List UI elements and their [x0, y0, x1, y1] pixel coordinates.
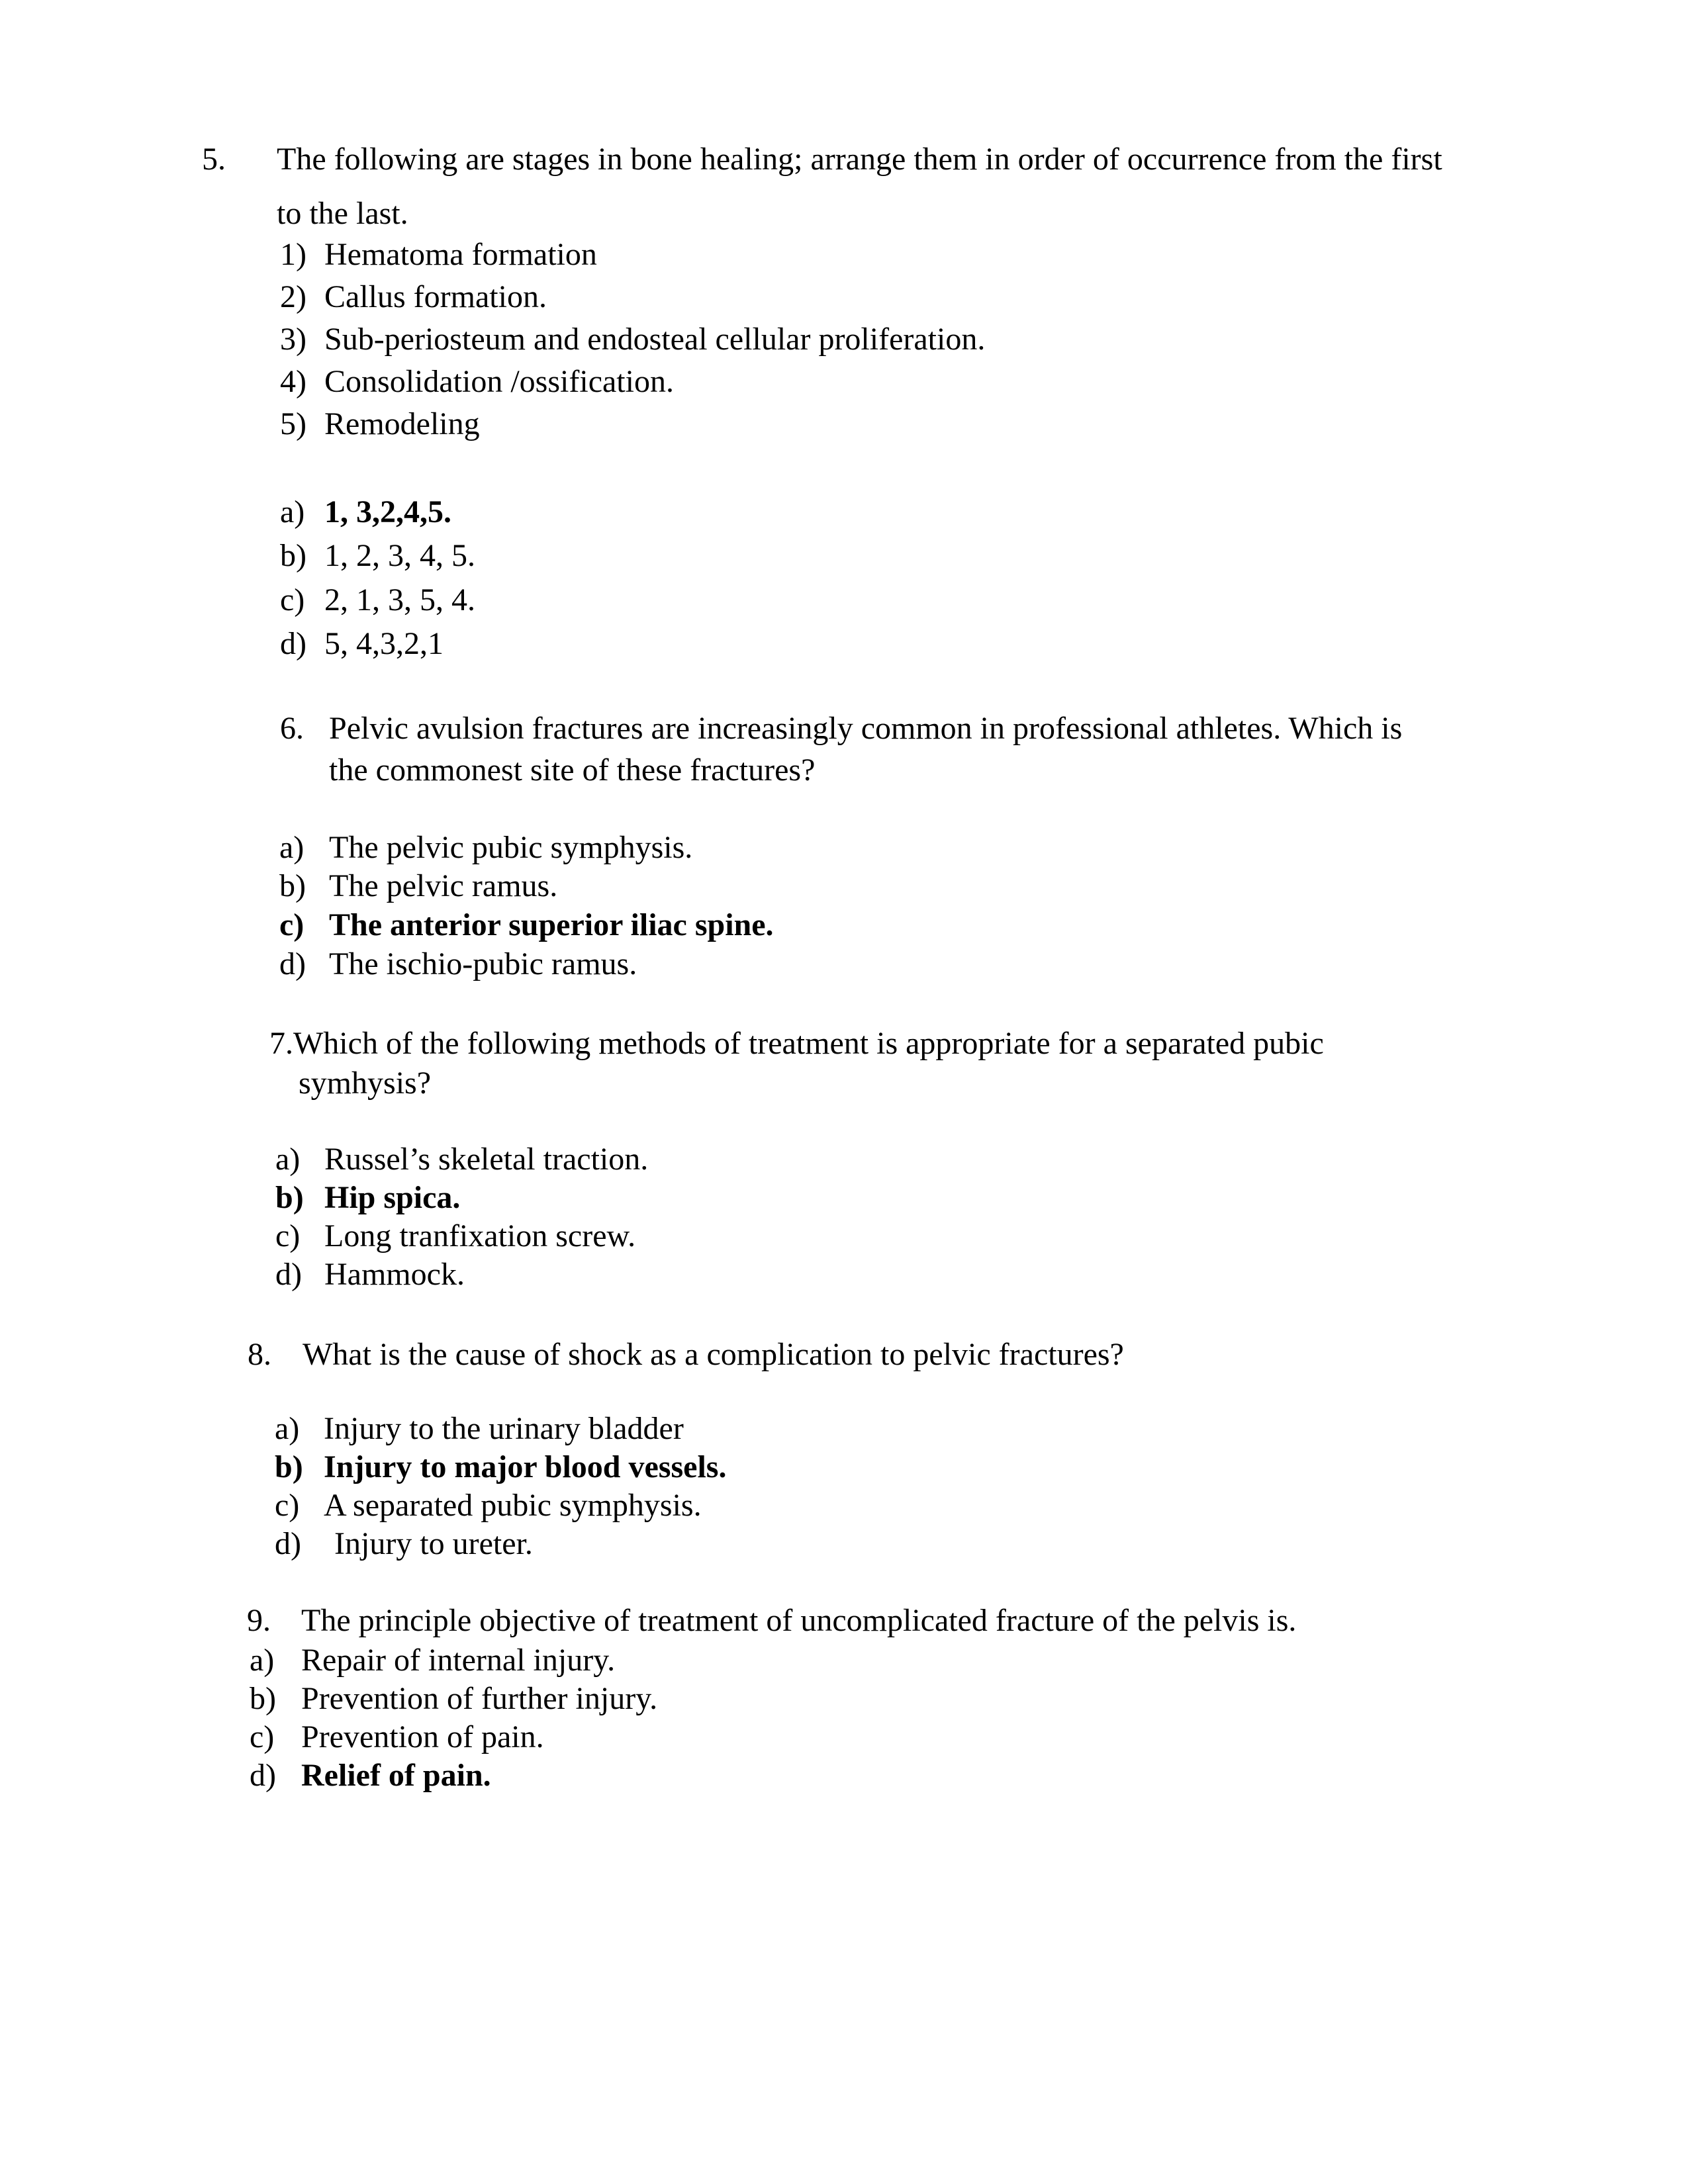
question-7-line-1: 7.Which of the following methods of treatment is appropriate for a separated pubic [269, 1026, 1324, 1061]
question-5-option-d-label: d) [280, 626, 306, 661]
question-5-item-5-label: 5) [280, 406, 306, 441]
question-5-item-4-text: Consolidation /ossification. [324, 364, 674, 399]
question-6-option-b-label: b) [279, 868, 306, 903]
question-9-line-1: The principle objective of treatment of uncomplicated fracture of the pelvis is. [301, 1603, 1297, 1638]
question-5-item-3-text: Sub-periosteum and endosteal cellular proliferation. [324, 322, 986, 357]
question-5-option-b-label: b) [280, 538, 306, 573]
question-5-line-1: The following are stages in bone healing; arrange them in order of occurrence from the first [277, 142, 1442, 177]
question-9-option-c-label: c) [250, 1719, 275, 1754]
question-8-option-c-text: A separated pubic symphysis. [324, 1488, 702, 1523]
question-9-number: 9. [247, 1603, 271, 1638]
question-6-option-c-label: c) [279, 907, 305, 942]
question-5-item-1-label: 1) [280, 237, 306, 272]
question-9-option-c-text: Prevention of pain. [301, 1719, 544, 1754]
question-5-option-b-text: 1, 2, 3, 4, 5. [324, 538, 475, 573]
question-5-option-c-label: c) [280, 582, 305, 617]
question-7-option-b-text: Hip spica. [324, 1180, 461, 1215]
question-5-item-1-text: Hematoma formation [324, 237, 597, 272]
question-6-option-c-text: The anterior superior iliac spine. [329, 907, 774, 942]
question-8-option-c-label: c) [275, 1488, 300, 1523]
question-6-number: 6. [280, 711, 304, 746]
question-5-item-2-label: 2) [280, 279, 306, 314]
question-6-option-d-label: d) [279, 946, 306, 981]
question-5-option-a-label: a) [280, 494, 305, 529]
question-9-option-d-text: Relief of pain. [301, 1758, 491, 1793]
question-6-option-d-text: The ischio-pubic ramus. [329, 946, 637, 981]
question-8-option-b-label: b) [275, 1449, 303, 1484]
question-6-option-b-text: The pelvic ramus. [329, 868, 558, 903]
question-5-item-3-label: 3) [280, 322, 306, 357]
question-5-item-2-text: Callus formation. [324, 279, 547, 314]
question-7-option-a-label: a) [275, 1142, 301, 1177]
question-8-line-1: What is the cause of shock as a complication to pelvic fractures? [303, 1337, 1124, 1372]
question-9-option-b-label: b) [250, 1681, 276, 1716]
question-5-option-d-text: 5, 4,3,2,1 [324, 626, 444, 661]
question-7-option-d-label: d) [275, 1257, 302, 1292]
question-5-number: 5. [202, 142, 226, 177]
question-7-option-c-label: c) [275, 1218, 301, 1253]
question-8-option-a-label: a) [275, 1411, 300, 1446]
question-9-option-d-label: d) [250, 1758, 276, 1793]
question-5-item-5-text: Remodeling [324, 406, 480, 441]
question-8-option-b-text: Injury to major blood vessels. [324, 1449, 727, 1484]
question-5-item-4-label: 4) [280, 364, 306, 399]
question-5-line-2: to the last. [277, 196, 408, 231]
question-5-option-a-text: 1, 3,2,4,5. [324, 494, 451, 529]
question-9-option-b-text: Prevention of further injury. [301, 1681, 658, 1716]
question-6-line-1: Pelvic avulsion fractures are increasingly common in professional athletes. Which is [329, 711, 1403, 746]
question-6-line-2: the commonest site of these fractures? [329, 752, 816, 788]
question-8-option-a-text: Injury to the urinary bladder [324, 1411, 684, 1446]
question-8-option-d-text: Injury to ureter. [334, 1526, 533, 1561]
question-7-option-b-label: b) [275, 1180, 304, 1215]
question-7-option-a-text: Russel’s skeletal traction. [324, 1142, 649, 1177]
question-6-option-a-text: The pelvic pubic symphysis. [329, 830, 693, 865]
question-8-option-d-label: d) [275, 1526, 301, 1561]
question-5-option-c-text: 2, 1, 3, 5, 4. [324, 582, 475, 617]
question-6-option-a-label: a) [279, 830, 305, 865]
question-7-line-2: symhysis? [299, 1066, 432, 1101]
question-7-option-d-text: Hammock. [324, 1257, 465, 1292]
question-9-option-a-label: a) [250, 1643, 275, 1678]
question-8-number: 8. [248, 1337, 271, 1372]
question-7-option-c-text: Long tranfixation screw. [324, 1218, 636, 1253]
question-9-option-a-text: Repair of internal injury. [301, 1643, 616, 1678]
